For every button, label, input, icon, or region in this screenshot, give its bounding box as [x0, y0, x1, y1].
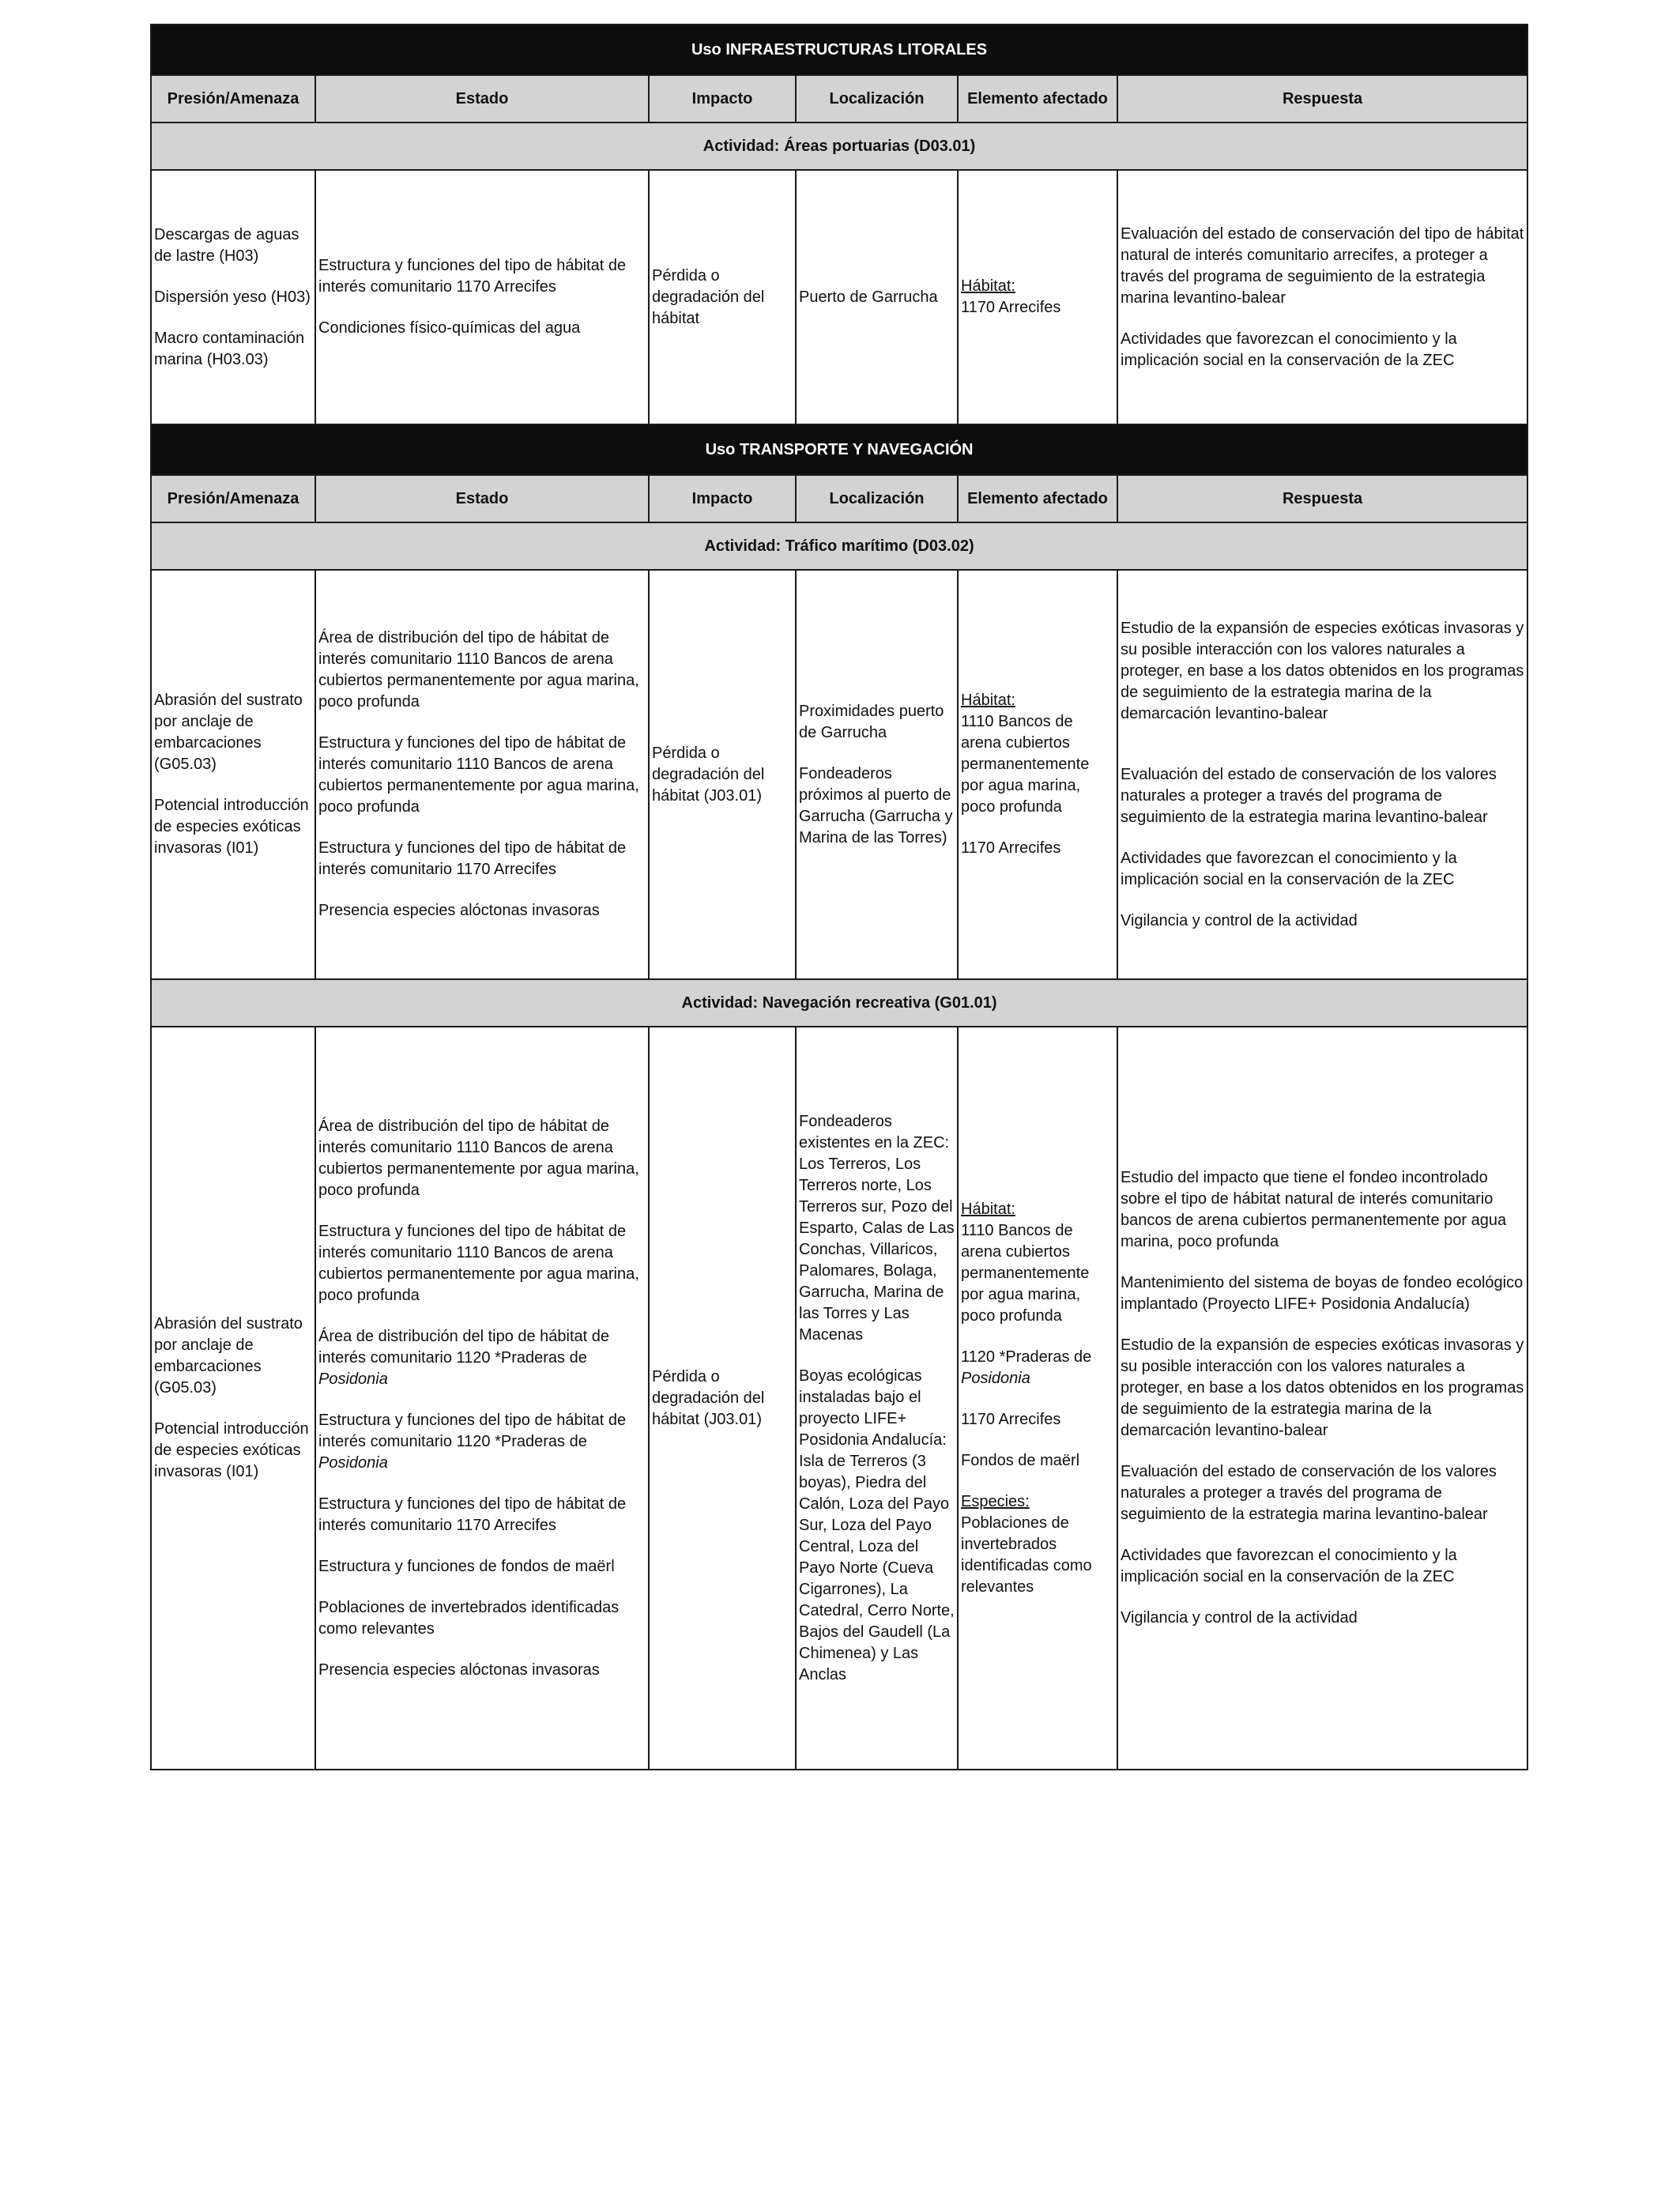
respuesta-item: Actividades que favorezcan el conocimiento y la implicación social en la conservación de la ZEC — [1121, 849, 1457, 888]
presion-item: Descargas de aguas de lastre (H03) — [154, 225, 299, 265]
habitat-label: Hábitat: — [961, 277, 1015, 295]
table-row — [151, 170, 1527, 424]
section-title: Uso TRANSPORTE Y NAVEGACIÓN — [151, 424, 1527, 475]
respuesta-item: Evaluación del estado de conservación de los valores naturales a proteger a través del programa de seguimiento de la estrategia marina levantino-balear — [1121, 765, 1497, 826]
col-presion: Presión/Amenaza — [151, 475, 315, 522]
column-header-row — [151, 475, 1527, 522]
respuesta-cell — [1117, 170, 1527, 424]
especies-label: Especies: — [961, 1492, 1030, 1510]
elemento-cell — [958, 570, 1117, 979]
impacto-cell: Pérdida o degradación del hábitat (J03.01) — [649, 1027, 796, 1770]
respuesta-item: Estudio de la expansión de especies exóticas invasoras y su posible interacción con los valores naturales a proteger, en base a los datos obtenidos en los programas de seguimiento de la estrategia marina de la demarcación levantino-balear — [1121, 619, 1524, 722]
respuesta-item: Vigilancia y control de la actividad — [1121, 1609, 1358, 1627]
respuesta-item: Estudio del impacto que tiene el fondeo incontrolado sobre el tipo de hábitat natural de interés comunitario bancos de arena cubiertos permanentemente por agua marina, poco profunda — [1121, 1169, 1507, 1250]
elemento-item: 1110 Bancos de arena cubiertos permanentemente por agua marina, poco profunda — [961, 1221, 1090, 1325]
respuesta-item: Actividades que favorezcan el conocimiento y la implicación social en la conservación de la ZEC — [1121, 1547, 1457, 1585]
habitat-label: Hábitat: — [961, 1200, 1015, 1218]
impacto-cell: Pérdida o degradación del hábitat (J03.01) — [649, 570, 796, 979]
estado-item: Poblaciones de invertebrados identificadas como relevantes — [318, 1598, 620, 1638]
respuesta-item: Evaluación del estado de conservación del tipo de hábitat natural de interés comunitario arrecifes, a proteger a través del programa de seguimiento de la estrategia marina levantino-balear — [1121, 224, 1524, 307]
presion-item: Macro contaminación marina (H03.03) — [154, 329, 305, 368]
habitat-label: Hábitat: — [961, 692, 1015, 709]
estado-cell — [315, 170, 649, 424]
section-title-row — [151, 424, 1527, 475]
table-row — [151, 1027, 1527, 1770]
activity-row — [151, 979, 1527, 1027]
col-elemento: Elemento afectado — [958, 475, 1117, 522]
col-respuesta: Respuesta — [1117, 75, 1527, 123]
estado-item: Estructura y funciones del tipo de hábitat de interés comunitario 1120 *Praderas de Posidonia — [318, 1411, 627, 1472]
elemento-item: 1170 Arrecifes — [961, 299, 1061, 316]
respuesta-item: Actividades que favorezcan el conocimiento y la implicación social en la conservación de la ZEC — [1121, 330, 1457, 369]
elemento-item: 1170 Arrecifes — [961, 839, 1061, 857]
col-estado: Estado — [315, 75, 649, 123]
impacto-cell: Pérdida o degradación del hábitat — [649, 170, 796, 424]
activity-title: Actividad: Tráfico marítimo (D03.02) — [151, 522, 1527, 570]
presion-cell — [151, 170, 315, 424]
elemento-item: Fondos de maërl — [961, 1451, 1080, 1469]
presion-item: Abrasión del sustrato por anclaje de embarcaciones (G05.03) — [154, 1315, 303, 1397]
respuesta-item: Evaluación del estado de conservación de los valores naturales a proteger a través del programa de seguimiento de la estrategia marina levantino-balear — [1121, 1463, 1497, 1523]
estado-item: Estructura y funciones del tipo de hábitat de interés comunitario 1170 Arrecifes — [318, 257, 627, 296]
presion-item: Abrasión del sustrato por anclaje de embarcaciones (G05.03) — [154, 692, 303, 773]
localizacion-cell: Puerto de Garrucha — [796, 170, 958, 424]
col-localizacion: Localización — [796, 475, 958, 522]
estado-item: Área de distribución del tipo de hábitat de interés comunitario 1120 *Praderas de Posidonia — [318, 1327, 610, 1388]
activity-title: Actividad: Áreas portuarias (D03.01) — [151, 123, 1527, 170]
respuesta-item: Mantenimiento del sistema de boyas de fondeo ecológico implantado (Proyecto LIFE+ Posidonia Andalucía) — [1121, 1274, 1524, 1313]
especies-item: Poblaciones de invertebrados identificadas como relevantes — [961, 1514, 1092, 1596]
estado-item: Estructura y funciones del tipo de hábitat de interés comunitario 1170 Arrecifes — [318, 839, 627, 878]
col-impacto: Impacto — [649, 75, 796, 123]
col-elemento: Elemento afectado — [958, 75, 1117, 123]
elemento-item: 1110 Bancos de arena cubiertos permanentemente por agua marina, poco profunda — [961, 713, 1090, 816]
localizacion-cell — [796, 570, 958, 979]
table-row — [151, 570, 1527, 979]
col-presion: Presión/Amenaza — [151, 75, 315, 123]
estado-cell — [315, 570, 649, 979]
presion-item: Potencial introducción de especies exóticas invasoras (I01) — [154, 1420, 309, 1480]
estado-item: Presencia especies alóctonas invasoras — [318, 1661, 600, 1679]
presion-item: Potencial introducción de especies exóticas invasoras (I01) — [154, 797, 309, 857]
estado-item: Estructura y funciones de fondos de maërl — [318, 1557, 615, 1575]
col-respuesta: Respuesta — [1117, 475, 1527, 522]
presion-cell — [151, 570, 315, 979]
col-estado: Estado — [315, 475, 649, 522]
posidonia-italic: Posidonia — [318, 1370, 388, 1388]
posidonia-italic: Posidonia — [318, 1453, 388, 1472]
estado-item: Estructura y funciones del tipo de hábitat de interés comunitario 1170 Arrecifes — [318, 1495, 627, 1534]
section-title: Uso INFRAESTRUCTURAS LITORALES — [151, 25, 1527, 75]
localizacion-item: Proximidades puerto de Garrucha — [799, 702, 944, 741]
activity-row — [151, 123, 1527, 170]
localizacion-item: Boyas ecológicas instaladas bajo el proyecto LIFE+ Posidonia Andalucía: Isla de Terreros (3 boyas), Piedra del Calón, Loza del Payo Sur, Loza del Payo Central, Loza del Payo Norte (Cueva Cigarrones), La Catedral, Cerro Norte, Bajos del Gaudell (La Chimenea) y Las Anclas — [799, 1367, 955, 1683]
estado-cell — [315, 1027, 649, 1770]
respuesta-item: Estudio de la expansión de especies exóticas invasoras y su posible interacción con los valores naturales a proteger, en base a los datos obtenidos en los programas de seguimiento de la estrategia marina de la demarcación levantino-balear — [1121, 1336, 1524, 1439]
localizacion-cell — [796, 1027, 958, 1770]
estado-item: Condiciones físico-químicas del agua — [318, 319, 581, 337]
column-header-row — [151, 75, 1527, 123]
elemento-cell — [958, 170, 1117, 424]
estado-item: Estructura y funciones del tipo de hábitat de interés comunitario 1110 Bancos de arena cubiertos permanentemente por agua marina, poco profunda — [318, 1222, 639, 1304]
localizacion-item: Fondeaderos existentes en la ZEC: Los Terreros, Los Terreros norte, Los Terreros sur, Pozo del Esparto, Calas de Las Conchas, Villaricos, Palomares, Bolaga, Garrucha, Marina de las Torres y Las Macenas — [799, 1112, 955, 1344]
estado-item: Estructura y funciones del tipo de hábitat de interés comunitario 1110 Bancos de arena cubiertos permanentemente por agua marina, poco profunda — [318, 734, 639, 816]
pressures-table — [150, 24, 1528, 1770]
localizacion-item: Fondeaderos próximos al puerto de Garrucha (Garrucha y Marina de las Torres) — [799, 764, 953, 846]
presion-item: Dispersión yeso (H03) — [154, 288, 311, 306]
col-impacto: Impacto — [649, 475, 796, 522]
elemento-item: 1170 Arrecifes — [961, 1410, 1061, 1428]
estado-item: Presencia especies alóctonas invasoras — [318, 902, 600, 919]
respuesta-item: Vigilancia y control de la actividad — [1121, 911, 1358, 929]
presion-cell — [151, 1027, 315, 1770]
estado-item: Área de distribución del tipo de hábitat de interés comunitario 1110 Bancos de arena cubiertos permanentemente por agua marina, poco profunda — [318, 629, 639, 711]
activity-title: Actividad: Navegación recreativa (G01.01) — [151, 979, 1527, 1027]
col-localizacion: Localización — [796, 75, 958, 123]
section-title-row — [151, 25, 1527, 75]
elemento-cell — [958, 1027, 1117, 1770]
estado-item: Área de distribución del tipo de hábitat de interés comunitario 1110 Bancos de arena cubiertos permanentemente por agua marina, poco profunda — [318, 1117, 639, 1199]
activity-row — [151, 522, 1527, 570]
elemento-item: 1120 *Praderas de Posidonia — [961, 1348, 1092, 1387]
respuesta-cell — [1117, 570, 1527, 979]
posidonia-italic: Posidonia — [961, 1369, 1030, 1387]
respuesta-cell — [1117, 1027, 1527, 1770]
